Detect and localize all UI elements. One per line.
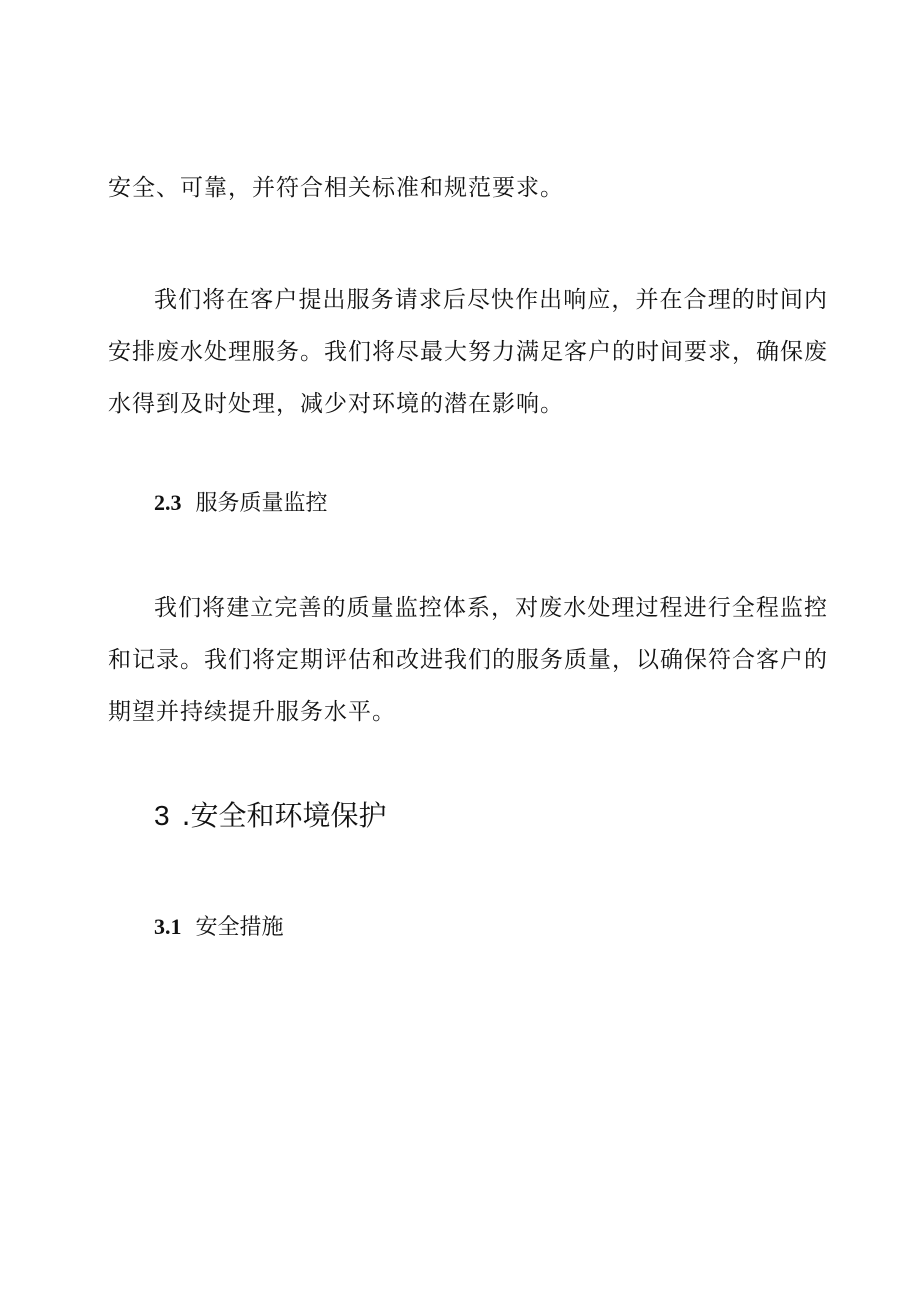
section-heading-3-1 [154,912,284,943]
section-heading-3 [154,798,386,834]
section-number: 3.1 [154,914,182,939]
section-number: 3 [154,800,170,831]
section-title: 服务质量监控 [195,491,328,516]
section-title: 安全措施 [195,915,284,940]
paragraph-quality-monitoring: 我们将建立完善的质量监控体系，对废水处理过程进行全程监控和记录。我们将定期评估和改进我们的服务质量，以确保符合客户的期望并持续提升服务水平。 [108,595,828,725]
paragraph-service-response: 我们将在客户提出服务请求后尽快作出响应，并在合理的时间内安排废水处理服务。我们将尽最大努力满足客户的时间要求，确保废水得到及时处理，减少对环境的潜在影响。 [108,287,828,417]
section-number: 2.3 [154,490,182,515]
section-heading-2-3 [154,488,328,519]
section-title: .安全和环境保护 [181,799,387,832]
paragraph-continuation: 安全、可靠，并符合相关标准和规范要求。 [108,175,564,201]
